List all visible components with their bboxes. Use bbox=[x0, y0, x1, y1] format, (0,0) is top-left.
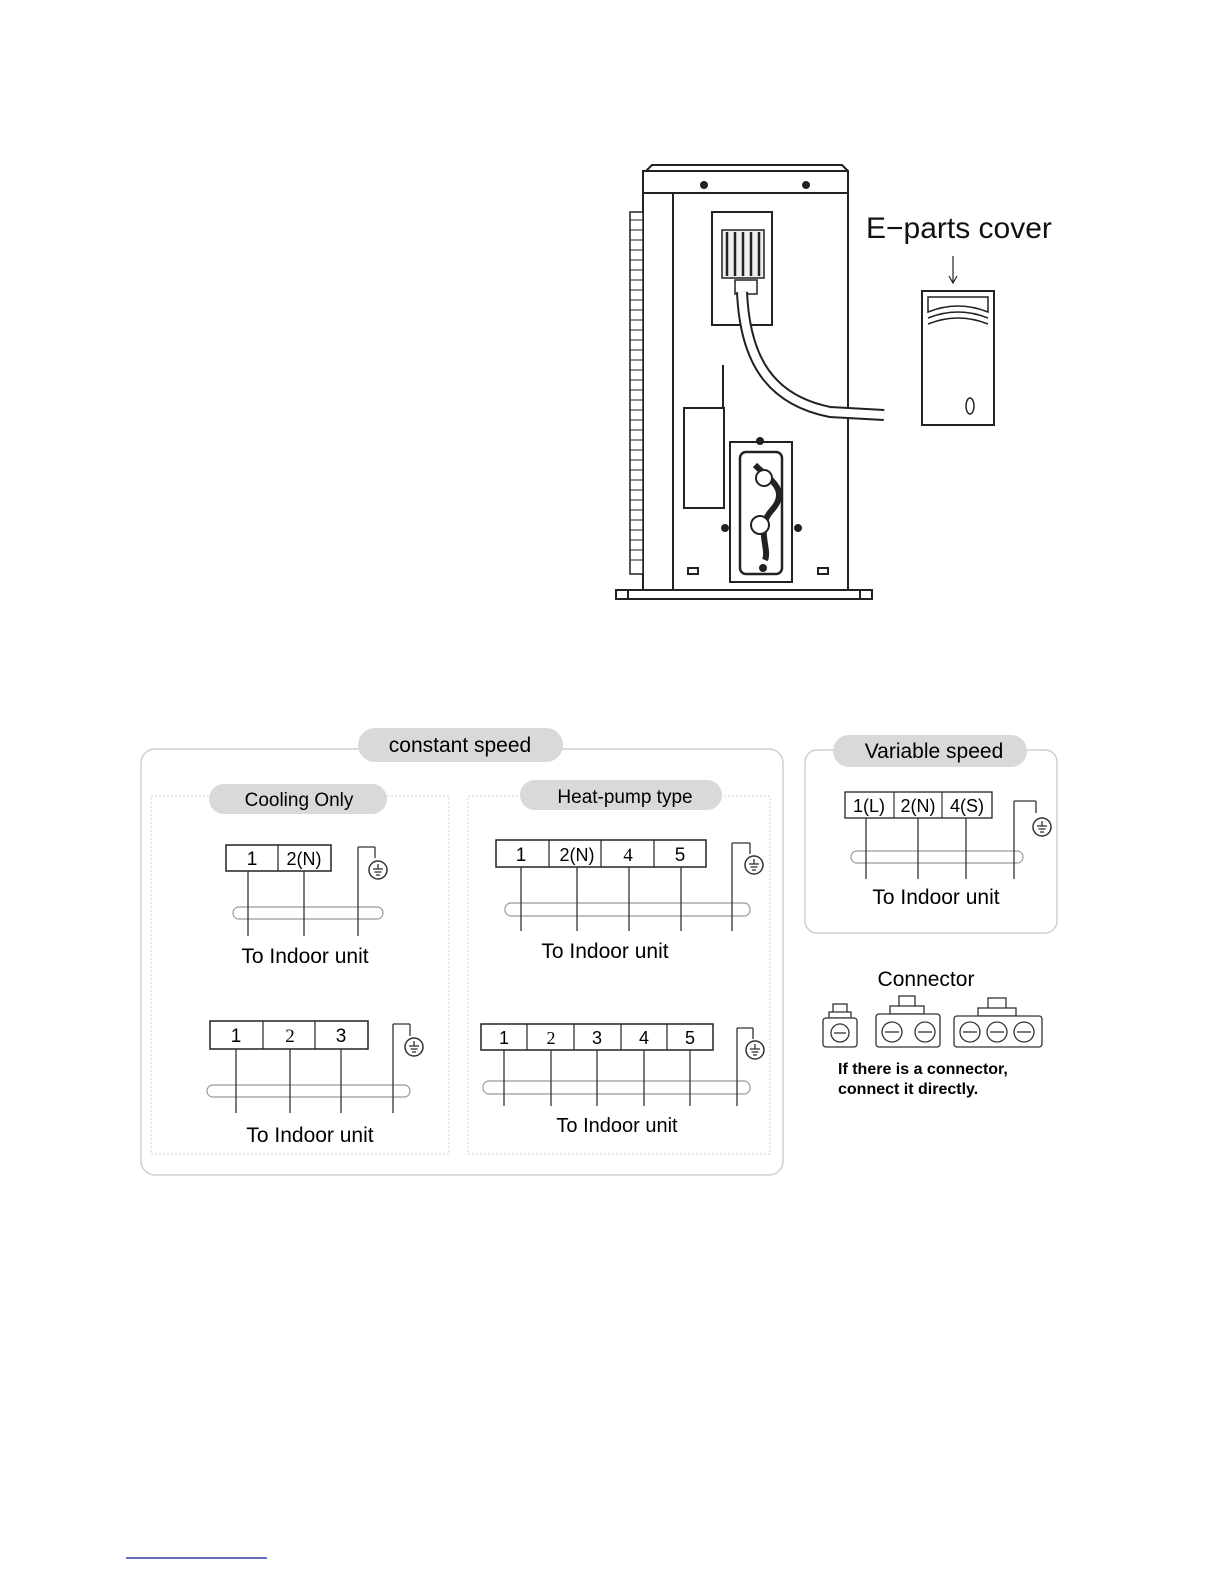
terminal-label: 2(N) bbox=[559, 845, 595, 865]
terminal-label: 5 bbox=[684, 1028, 696, 1048]
to-indoor-caption: To Indoor unit bbox=[241, 945, 369, 968]
terminal-label: 1 bbox=[230, 1026, 242, 1047]
outdoor-unit-illustration bbox=[616, 165, 884, 599]
terminal-label: 2(N) bbox=[900, 796, 936, 816]
ground-icon bbox=[405, 1038, 423, 1056]
connector-1-icon bbox=[823, 1004, 857, 1047]
terminal-label: 3 bbox=[335, 1026, 347, 1047]
connector-2-icon bbox=[876, 996, 940, 1047]
terminal-label: 1 bbox=[246, 849, 258, 870]
connector-section bbox=[823, 968, 1042, 1098]
base-plate bbox=[616, 590, 872, 599]
connector-3-icon bbox=[954, 998, 1042, 1047]
connector-note-line2: connect it directly. bbox=[838, 1081, 979, 1098]
terminal-label: 5 bbox=[674, 845, 686, 866]
ground-icon bbox=[1033, 818, 1051, 836]
variable-speed-panel bbox=[805, 735, 1057, 933]
cooling-only-title: Cooling Only bbox=[244, 790, 354, 811]
terminal-label: 4 bbox=[638, 1028, 650, 1048]
terminal-label: 4(S) bbox=[949, 796, 985, 816]
eparts-cover-illustration bbox=[922, 256, 994, 425]
ground-icon bbox=[745, 856, 763, 874]
terminal-label: 3 bbox=[591, 1028, 603, 1048]
terminal-label: 1 bbox=[515, 845, 527, 866]
to-indoor-caption: To Indoor unit bbox=[246, 1124, 374, 1147]
terminal-label: 4 bbox=[623, 845, 633, 866]
to-indoor-caption: To Indoor unit bbox=[541, 940, 669, 963]
to-indoor-caption: To Indoor unit bbox=[556, 1115, 678, 1137]
connector-title: Connector bbox=[877, 968, 975, 991]
constant-speed-panel bbox=[141, 728, 783, 1175]
to-indoor-caption: To Indoor unit bbox=[872, 886, 1000, 909]
terminal-label: 1(L) bbox=[852, 796, 886, 816]
constant-speed-title: constant speed bbox=[388, 734, 532, 757]
eparts-cover-label: E−parts cover bbox=[866, 212, 1052, 245]
ground-icon bbox=[369, 861, 387, 879]
terminal-label: 2(N) bbox=[286, 849, 322, 869]
variable-speed-title: Variable speed bbox=[864, 740, 1004, 763]
terminal-label: 2 bbox=[546, 1028, 556, 1048]
terminal-label: 1 bbox=[498, 1028, 510, 1048]
connector-note-line1: If there is a connector, bbox=[838, 1061, 1008, 1078]
heat-pump-title: Heat-pump type bbox=[557, 787, 693, 808]
terminal-label: 2 bbox=[285, 1026, 295, 1047]
ground-icon bbox=[746, 1041, 764, 1059]
